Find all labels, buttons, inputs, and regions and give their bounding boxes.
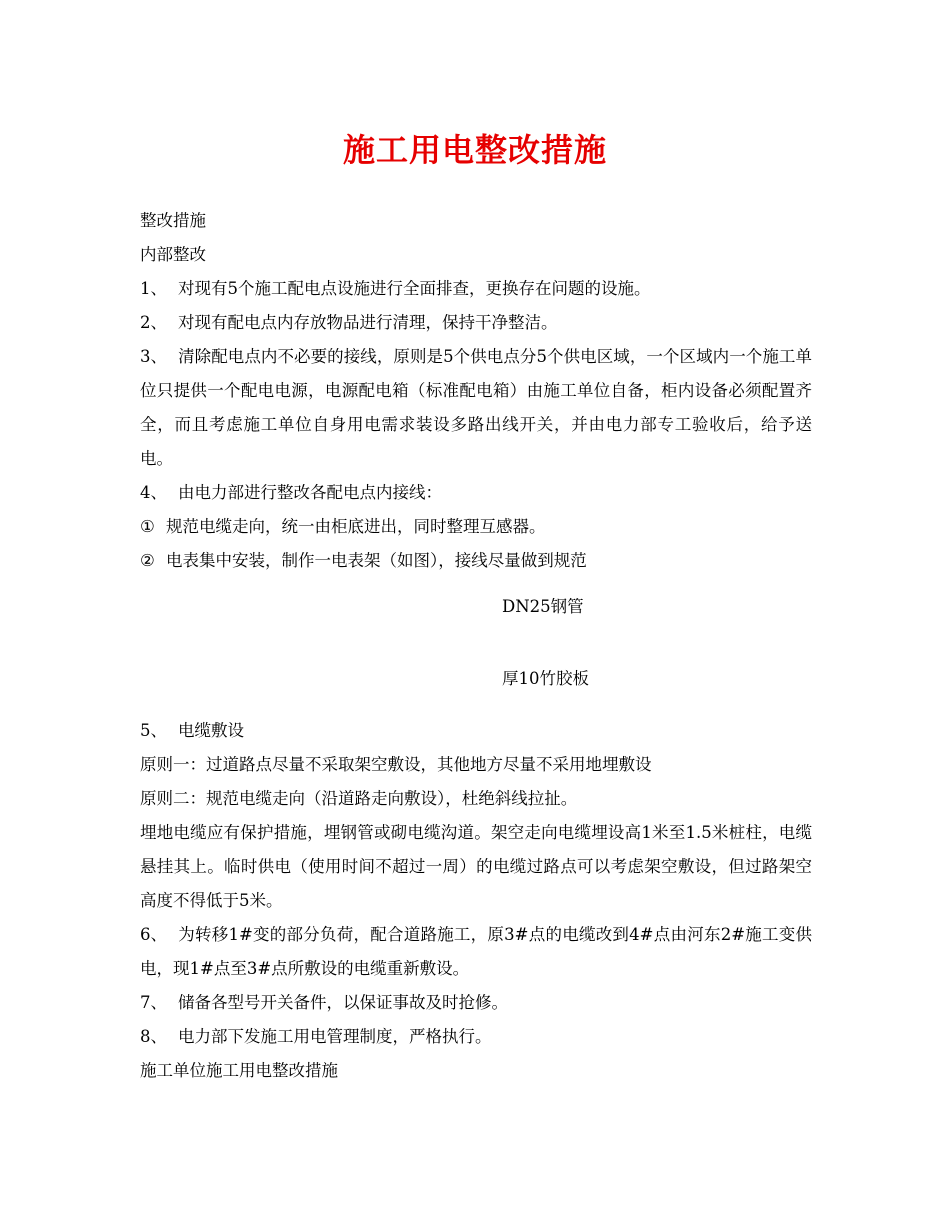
item-number: 4、 — [140, 483, 167, 502]
meter-rack-figure — [140, 578, 812, 714]
figure-label-bamboo-board: 厚10竹胶板 — [502, 669, 589, 688]
figure-label-steel-pipe: DN25钢管 — [502, 597, 584, 616]
item-number: 5、 — [140, 721, 167, 740]
cable-paragraph: 埋地电缆应有保护措施，埋钢管或砌电缆沟道。架空走向电缆埋设高1米至1.5米桩柱，电缆悬挂其上。临时供电（使用时间不超过一周）的电缆过路点可以考虑架空敷设，但过路架空高度不得低于5米。 — [140, 823, 812, 910]
item-number: 1、 — [140, 279, 167, 298]
section-heading: 整改措施 — [140, 211, 206, 230]
list-item — [140, 340, 812, 476]
list-item — [140, 714, 812, 748]
list-item — [140, 918, 812, 986]
section-heading: 施工单位施工用电整改措施 — [140, 1061, 338, 1080]
document-title: 施工用电整改措施 — [342, 131, 607, 169]
circled-number: ② — [140, 551, 155, 570]
item-number: 8、 — [140, 1027, 167, 1046]
item-text: 电缆敷设 — [178, 721, 244, 740]
item-text: 储备各型号开关备件，以保证事故及时抢修。 — [178, 993, 508, 1012]
sub-list-item — [140, 544, 812, 578]
list-item — [140, 476, 812, 510]
sub-item-text: 规范电缆走向，统一由柜底进出，同时整理互感器。 — [166, 517, 546, 536]
item-number: 2、 — [140, 313, 167, 332]
circled-number: ① — [140, 517, 155, 536]
item-text: 对现有配电点内存放物品进行清理，保持干净整洁。 — [178, 313, 558, 332]
item-number: 3、 — [140, 347, 167, 366]
list-item — [140, 986, 812, 1020]
subsection-heading: 内部整改 — [140, 245, 206, 264]
item-text: 对现有5个施工配电点设施进行全面排查，更换存在问题的设施。 — [178, 279, 651, 298]
item-text: 为转移1#变的部分负荷，配合道路施工，原3#点的电缆改到4#点由河东2#施工变供电，现1#点至3#点所敷设的电缆重新敷设。 — [140, 925, 812, 978]
principle-one: 原则一：过道路点尽量不采取架空敷设，其他地方尽量不采用地埋敷设 — [140, 755, 652, 774]
item-text: 清除配电点内不必要的接线，原则是5个供电点分5个供电区域，一个区域内一个施工单位只提供一个配电电源，电源配电箱（标准配电箱）由施工单位自备，柜内设备必须配置齐全，而且考虑施工单位自身用电需求装设多路出线开关，并由电力部专工验收后，给予送电。 — [140, 347, 812, 468]
item-number: 6、 — [140, 925, 167, 944]
list-item — [140, 1020, 812, 1054]
sub-list-item — [140, 510, 812, 544]
document-body — [140, 204, 812, 1088]
list-item — [140, 272, 812, 306]
list-item — [140, 306, 812, 340]
principle-two: 原则二：规范电缆走向（沿道路走向敷设），杜绝斜线拉扯。 — [140, 789, 578, 808]
item-text: 由电力部进行整改各配电点内接线： — [178, 483, 442, 502]
sub-item-text: 电表集中安装，制作一电表架（如图），接线尽量做到规范 — [166, 551, 587, 570]
item-number: 7、 — [140, 993, 167, 1012]
item-text: 电力部下发施工用电管理制度，严格执行。 — [178, 1027, 492, 1046]
